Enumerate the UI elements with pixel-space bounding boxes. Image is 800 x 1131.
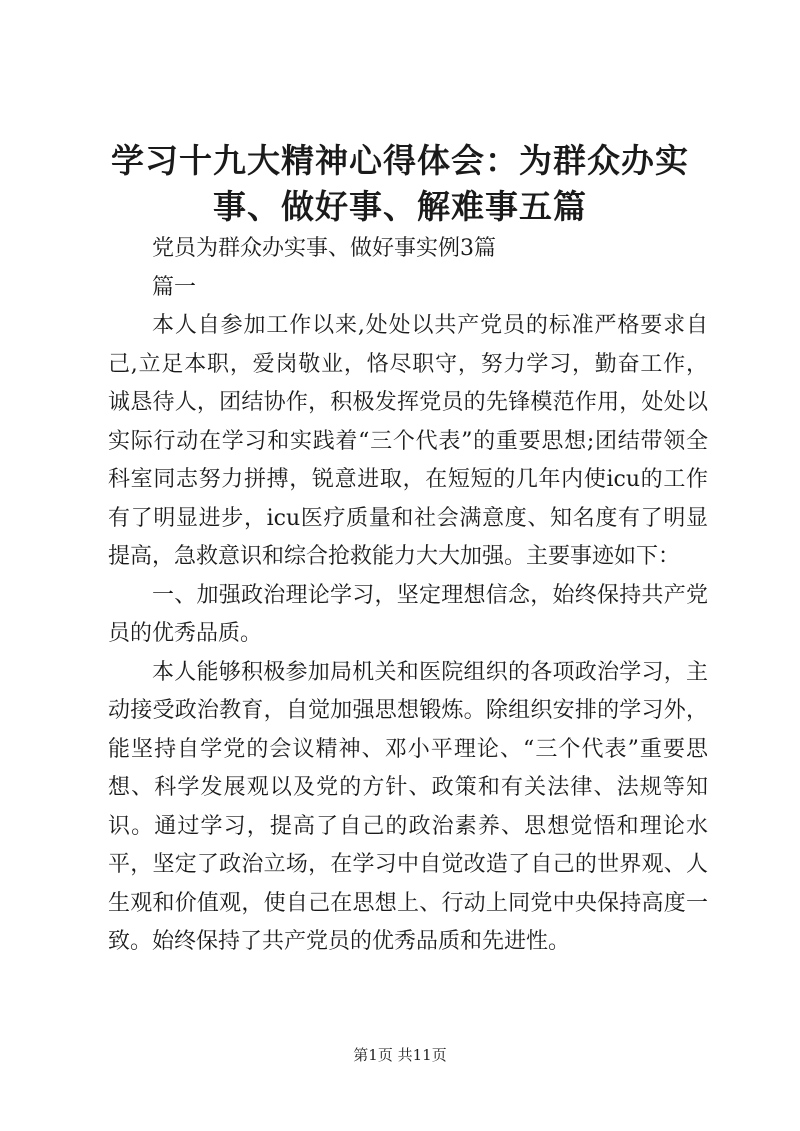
subtitle-paragraph: 党员为群众办实事、做好事实例3篇: [152, 236, 496, 261]
page-footer: 第1页 共11页: [353, 1046, 447, 1064]
body-paragraph: 本人能够积极参加局机关和医院组织的各项政治学习，主动接受政治教育，自觉加强思想锻炼。除组织安排的学习外，能坚持自学党的会议精神、邓小平理论、“三个代表”重要思想、科学发展观以及党的方针、政策和有关法律、法规等知识。通过学习，提高了自己的政治素养、思想觉悟和理论水平，坚定了政治立场，在学习中自觉改造了自己的世界观、人生观和价值观，使自己在思想上、行动上同党中央保持高度一致。始终保持了共产党员的优秀品质和先进性。: [108, 659, 708, 954]
section-heading: 篇一: [152, 274, 197, 300]
document-title: 学习十九大精神心得体会：为群众办实事、做好事、解难事五篇: [111, 141, 689, 226]
body-paragraph: 本人自参加工作以来,处处以共产党员的标准严格要求自己,立足本职，爱岗敬业，恪尽职守，努力学习，勤奋工作，诚恳待人，团结协作，积极发挥党员的先锋模范作用，处处以实际行动在学习和实践着“三个代表”的重要思想;团结带领全科室同志努力拼搏，锐意进取，在短短的几年内使icu的工作有了明显进步，icu医疗质量和社会满意度、知名度有了明显提高，急救意识和综合抢救能力大大加强。主要事迹如下：: [108, 313, 708, 569]
document-body: [108, 230, 708, 962]
body-paragraph: 一、加强政治理论学习，坚定理想信念，始终保持共产党员的优秀品质。: [108, 582, 708, 646]
